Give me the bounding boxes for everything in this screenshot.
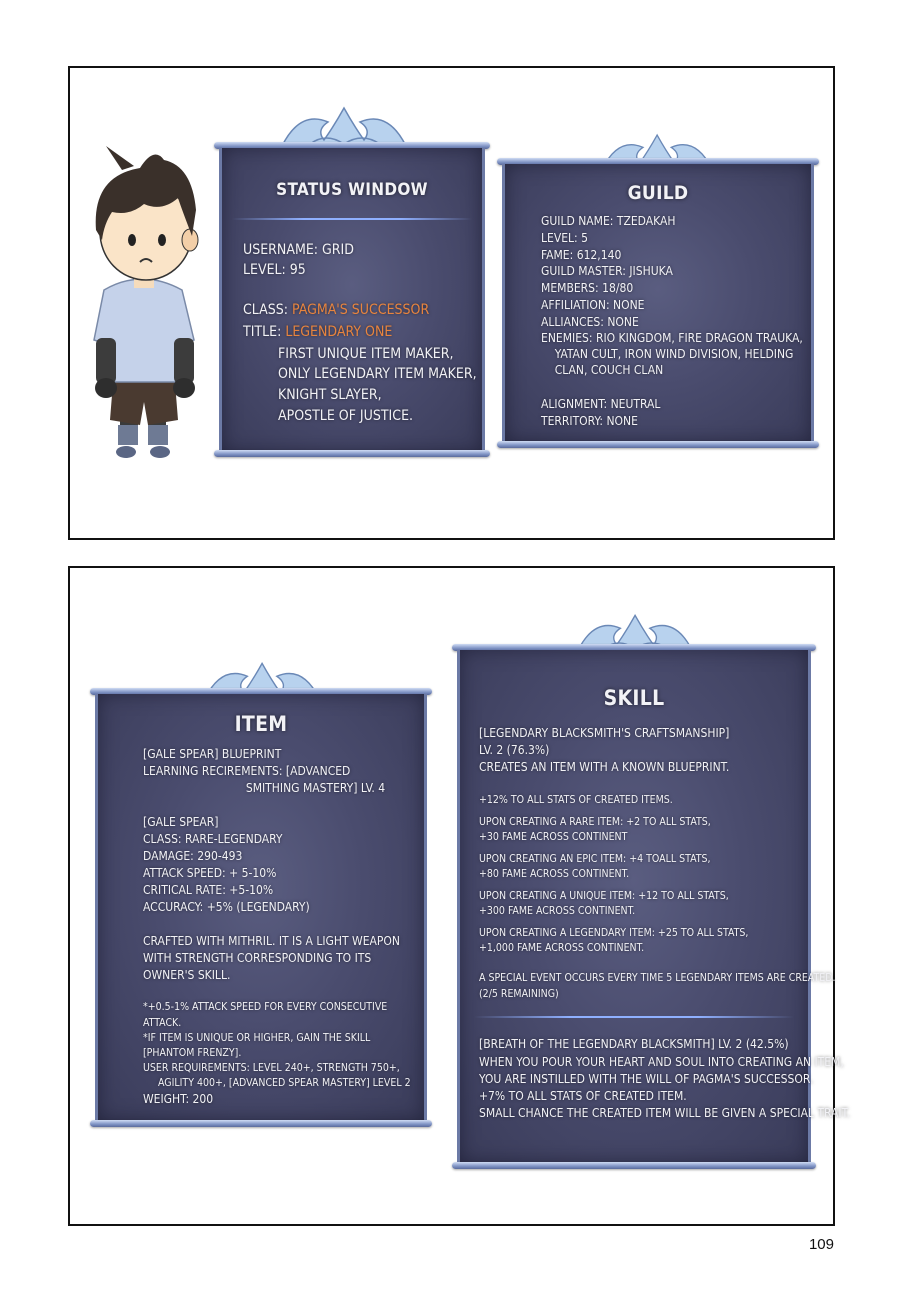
skill1-epic-line: +80 FAME ACROSS CONTINENT. xyxy=(479,868,630,880)
item-note-line: USER REQUIREMENTS: LEVEL 240+, STRENGTH 750+, xyxy=(143,1062,400,1074)
skill-title: SKILL xyxy=(603,686,665,710)
skill2-line: WHEN YOU POUR YOUR HEART AND SOUL INTO CREATING AN ITEM, xyxy=(479,1055,844,1069)
status-title-row xyxy=(243,322,392,342)
status-window-title: STATUS WINDOW xyxy=(276,180,428,200)
item-note-line: ATTACK. xyxy=(143,1017,182,1029)
skill1-unique-line: +300 FAME ACROSS CONTINENT. xyxy=(479,905,636,917)
guild-line: FAME: 612,140 xyxy=(541,248,622,262)
skill2-line: SMALL CHANCE THE CREATED ITEM WILL BE GIVEN A SPECIAL TRAIT. xyxy=(479,1106,851,1120)
skill-separator xyxy=(474,1016,794,1018)
guild-title: GUILD xyxy=(627,182,689,204)
status-separator xyxy=(232,218,472,220)
item-note-line: AGILITY 400+, [ADVANCED SPEAR MASTERY] LEVEL 2 xyxy=(143,1077,411,1089)
guild-panel xyxy=(502,164,814,442)
item-title: ITEM xyxy=(234,712,288,736)
status-title-line: FIRST UNIQUE ITEM MAKER, xyxy=(278,346,454,362)
item-note-line: [PHANTOM FRENZY]. xyxy=(143,1047,242,1059)
item-blueprint-line: SMITHING MASTERY] LV. 4 xyxy=(143,781,386,795)
item-description-line: CRAFTED WITH MITHRIL. IT IS A LIGHT WEAPON xyxy=(143,934,400,948)
guild-line: GUILD NAME: TZEDAKAH xyxy=(541,214,676,228)
skill1-legendary-line: UPON CREATING A LEGENDARY ITEM: +25 TO ALL STATS, xyxy=(479,927,749,939)
item-blueprint-line: LEARNING RECIREMENTS: [ADVANCED xyxy=(143,764,351,778)
skill2-line: [BREATH OF THE LEGENDARY BLACKSMITH] LV. 2 (42.5%) xyxy=(479,1037,789,1051)
skill-bottom-rod xyxy=(452,1162,816,1169)
skill1-epic-line: UPON CREATING AN EPIC ITEM: +4 TOALL STATS, xyxy=(479,853,711,865)
item-stat-line: [GALE SPEAR] xyxy=(143,815,219,829)
item-blueprint-line: [GALE SPEAR] BLUEPRINT xyxy=(143,747,282,761)
guild-line: ENEMIES: RIO KINGDOM, FIRE DRAGON TRAUKA, xyxy=(541,331,803,345)
guild-line: CLAN, COUCH CLAN xyxy=(541,363,664,377)
page-number: 109 xyxy=(808,1236,834,1253)
item-panel xyxy=(95,694,427,1120)
guild-line: YATAN CULT, IRON WIND DIVISION, HELDING xyxy=(541,347,794,361)
skill1-rare-line: UPON CREATING A RARE ITEM: +2 TO ALL STATS, xyxy=(479,816,711,828)
item-stat-line: DAMAGE: 290-493 xyxy=(143,849,243,863)
status-title-line: APOSTLE OF JUSTICE. xyxy=(278,408,414,424)
skill1-effect: +12% TO ALL STATS OF CREATED ITEMS. xyxy=(479,794,673,806)
guild-line: LEVEL: 5 xyxy=(541,231,588,245)
skill1-head-line: CREATES AN ITEM WITH A KNOWN BLUEPRINT. xyxy=(479,760,730,774)
guild-line: GUILD MASTER: JISHUKA xyxy=(541,264,673,278)
skill1-head-line: [LEGENDARY BLACKSMITH'S CRAFTSMANSHIP] xyxy=(479,726,730,740)
character-illustration xyxy=(82,140,212,465)
item-stat-line: CRITICAL RATE: +5-10% xyxy=(143,883,274,897)
status-window-panel xyxy=(219,148,485,452)
item-description-line: OWNER'S SKILL. xyxy=(143,968,231,982)
skill2-line: +7% TO ALL STATS OF CREATED ITEM. xyxy=(479,1089,687,1103)
guild-line: AFFILIATION: NONE xyxy=(541,298,645,312)
skill1-event-line: A SPECIAL EVENT OCCURS EVERY TIME 5 LEGENDARY ITEMS ARE CREATED. xyxy=(479,972,836,984)
guild-line: ALLIANCES: NONE xyxy=(541,315,639,329)
status-title-line: KNIGHT SLAYER, xyxy=(278,387,382,403)
item-bottom-rod xyxy=(90,1120,432,1127)
item-stat-line: CLASS: RARE-LEGENDARY xyxy=(143,832,283,846)
status-class-value: PAGMA'S SUCCESSOR xyxy=(292,302,430,318)
item-description-line: WITH STRENGTH CORRESPONDING TO ITS xyxy=(143,951,372,965)
status-level: LEVEL: 95 xyxy=(243,262,306,278)
skill1-event-line: (2/5 REMAINING) xyxy=(479,988,559,1000)
item-weight: WEIGHT: 200 xyxy=(143,1092,214,1106)
item-note-line: *+0.5-1% ATTACK SPEED FOR EVERY CONSECUTIVE xyxy=(143,1001,388,1013)
status-username: USERNAME: GRID xyxy=(243,242,354,258)
skill-panel xyxy=(457,650,851,1162)
status-class-row xyxy=(243,300,429,320)
item-stat-line: ATTACK SPEED: + 5-10% xyxy=(143,866,277,880)
guild-bottom-rod xyxy=(497,441,819,448)
status-title-line: ONLY LEGENDARY ITEM MAKER, xyxy=(278,366,477,382)
item-stat-line: ACCURACY: +5% (LEGENDARY) xyxy=(143,900,310,914)
skill2-line: YOU ARE INSTILLED WITH THE WILL OF PAGMA'S SUCCESSOR. xyxy=(479,1072,814,1086)
status-title-value: LEGENDARY ONE xyxy=(285,324,393,340)
item-note-line: *IF ITEM IS UNIQUE OR HIGHER, GAIN THE SKILL xyxy=(143,1032,371,1044)
skill1-head-line: LV. 2 (76.3%) xyxy=(479,743,550,757)
status-class-label: CLASS: xyxy=(243,302,292,318)
guild-territory: TERRITORY: NONE xyxy=(541,414,638,428)
guild-line: MEMBERS: 18/80 xyxy=(541,281,634,295)
guild-alignment: ALIGNMENT: NEUTRAL xyxy=(541,397,661,411)
skill1-unique-line: UPON CREATING A UNIQUE ITEM: +12 TO ALL STATS, xyxy=(479,890,729,902)
status-title-label: TITLE: xyxy=(243,324,286,340)
skill1-legendary-line: +1,000 FAME ACROSS CONTINENT. xyxy=(479,942,645,954)
skill1-rare-line: +30 FAME ACROSS CONTINENT xyxy=(479,831,628,843)
status-bottom-rod xyxy=(214,450,490,457)
